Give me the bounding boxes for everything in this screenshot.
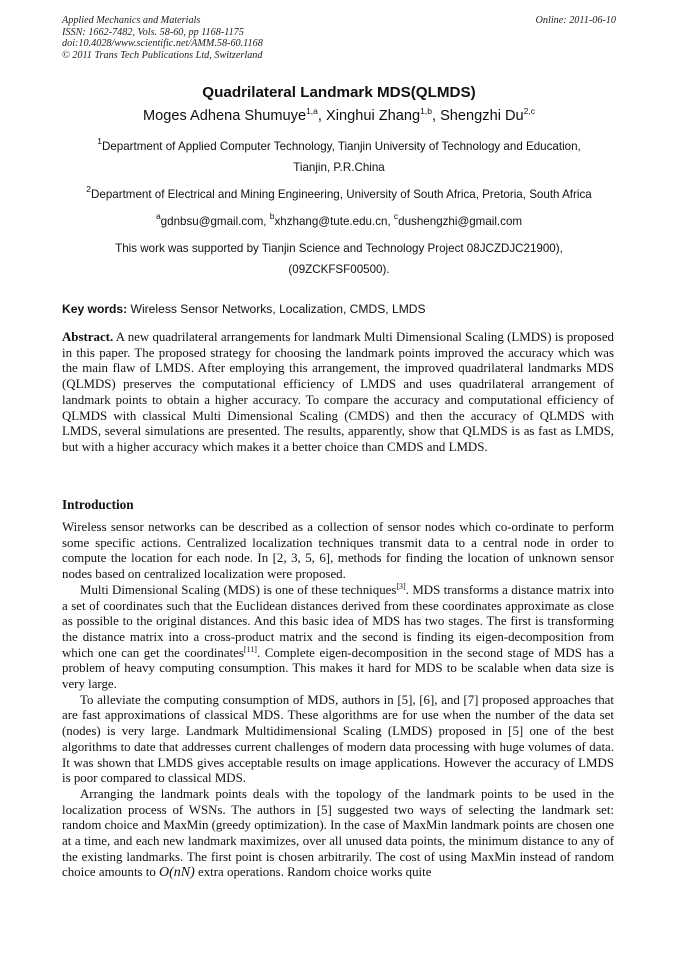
author-list: Moges Adhena Shumuye$^{1,a}$, Xinghui Zhang$^{1,b}$, Shengzhi Du$^{2,c}$ — [143, 106, 535, 124]
affiliation-1: $^1$Department of Applied Computer Technology, Tianjin University of Technology and Education, Tianjin, P.R.China — [97, 136, 581, 174]
author-affiliation-mark: 1,a — [306, 106, 318, 116]
paper-title: Quadrilateral Landmark MDS(QLMDS) — [202, 84, 476, 101]
journal-issn: ISSN: 1662-7482, Vols. 58-60, pp 1168-1175 — [62, 26, 244, 38]
introduction-body — [62, 520, 614, 881]
email-a: gdnbsu@gmail.com, — [160, 215, 270, 228]
paragraph: To alleviate the computing consumption of MDS, authors in [5], [6], and [7] proposed approaches that are fast approximations of classical MDS. These algorithms are for use when the number of the data set (nodes) is very large. Landmark Multidimensional Scaling (LMDS) proposed in [5] one of the best algorithms to date that addresses current challenges of modern data processing with huge volumes of data. It was shown that LMDS gives acceptable results on image applications. However the accuracy of LMDS is poor compared to classical MDS. — [62, 692, 614, 786]
journal-header — [62, 15, 263, 61]
paragraph: Arranging the landmark points deals with the topology of the landmark points to be used in the localization process of WSNs. The authors in [5] suggested two ways of selecting the landmark set: random choice and MaxMin (greedy optimization). In the case of MaxMin landmark points are chosen one at a time, and each new landmark maximizes, over all unused data points, the minimum distance to any of the existing landmarks. The first point is chosen arbitrarily. The cost of using MaxMin instead of random choice amounts to O(nN) extra operations. Random choice works quite — [62, 786, 614, 881]
author-name: Xinghui Zhang — [326, 108, 421, 124]
journal-name: Applied Mechanics and Materials — [62, 15, 201, 26]
email-line: $^a$gdnbsu@gmail.com, $^b$xhzhang@tute.edu.cn, $^c$dushengzhi@gmail.com — [155, 211, 523, 228]
abstract-label: Abstract. — [62, 330, 114, 344]
journal-copyright: © 2011 Trans Tech Publications Ltd, Switzerland — [62, 49, 263, 61]
math-expression: O(nN) — [159, 865, 195, 881]
keywords — [62, 302, 618, 316]
paragraph: Multi Dimensional Scaling (MDS) is one of these techniques[3]. MDS transforms a distance matrix into a set of coordinates such that the Euclidean distances derived from these coordinates approximate as close as possible to the original distances. And this basic idea of MDS has two stages. The first is transforming the distance matrix into a cross-product matrix and the second is finding its eigen-decomposition from which one can get the coordinates[11]. Complete eigen-decomposition in the second stage of MDS has a problem of heavy computing consumption. This makes it hard for MDS to be scalable when data size is very large. — [62, 581, 614, 692]
author-name: Shengzhi Du — [440, 108, 524, 124]
abstract — [62, 330, 614, 456]
citation: [3] — [396, 581, 406, 591]
keywords-label: Key words: — [62, 302, 128, 316]
keywords-text: Wireless Sensor Networks, Localization, CMDS, LMDS — [127, 302, 426, 316]
paragraph: Wireless sensor networks can be described as a collection of sensor nodes which co-ordinate to perform some specific actions. Centralized localization techniques transmit data to a central node in order to compute the location for each node. In [2, 3, 5, 6], methods for finding the location of unknown sensor nodes based on centralized localization were proposed. — [62, 520, 614, 582]
affiliation-2: $^2$Department of Electrical and Mining Engineering, University of South Africa, Pretoria, South Africa — [86, 184, 592, 201]
journal-doi: doi:10.4028/www.scientific.net/AMM.58-60.1168 — [62, 38, 263, 50]
author-affiliation-mark: 2,c — [523, 106, 535, 116]
author-name: Moges Adhena Shumuye — [143, 108, 307, 124]
email-b: xhzhang@tute.edu.cn, — [274, 215, 394, 228]
abstract-text: A new quadrilateral arrangements for landmark Multi Dimensional Scaling (LMDS) is proposed in this paper. The proposed strategy for choosing the landmark points improved the accuracy which was the main flaw of LMDS. After employing this arrangement, the improved quadrilateral landmarks MDS (QLMDS) preserves the computational efficiency of LMDS and uses quadrilateral arrangement of landmark points to obtain a higher accuracy. To compare the accuracy and computational efficiency of QLMDS with classical Multi Dimensional Scaling (CMDS) and then the accuracy of QLMDS with LMDS, several simulations are presented. The results, apparently, show that QLMDS is as fast as LMDS, but with a higher accuracy which makes it a better choice than CMDS and LMDS. — [62, 330, 614, 454]
funding-note: This work was supported by Tianjin Science and Technology Project 08JCZDJC21900), (09ZCKFSF00500). — [115, 242, 563, 276]
author-affiliation-mark: 1,b — [420, 106, 432, 116]
citation: [11] — [243, 644, 257, 654]
online-date: Online: 2011-06-10 — [535, 15, 616, 26]
section-heading-introduction: Introduction — [62, 497, 134, 512]
email-c: dushengzhi@gmail.com — [398, 215, 523, 228]
